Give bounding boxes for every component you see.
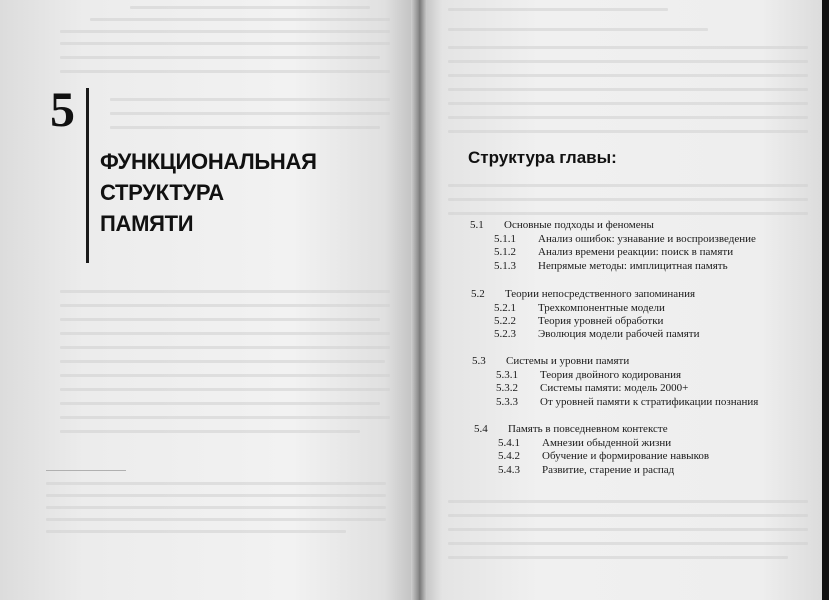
toc-subsection-number: 5.1.3 xyxy=(494,260,516,272)
toc-subsection-title: Системы памяти: модель 2000+ xyxy=(540,382,689,394)
chapter-number: 5 xyxy=(50,81,75,137)
toc-section-number: 5.4 xyxy=(474,423,488,435)
toc-section-number: 5.3 xyxy=(472,355,486,367)
toc-section-title: Теории непосредственного запоминания xyxy=(505,288,696,300)
chapter-title-line: СТРУКТУРА xyxy=(100,180,224,205)
toc-subsection-number: 5.1.2 xyxy=(494,246,516,258)
toc-subsection-title: Эволюция модели рабочей памяти xyxy=(538,328,700,340)
toc-subsection-title: Непрямые методы: имплицитная память xyxy=(538,260,728,272)
toc-section-title: Основные подходы и феномены xyxy=(504,219,654,231)
toc-subsection-number: 5.3.1 xyxy=(496,369,518,381)
toc-subsection-number: 5.4.1 xyxy=(498,437,520,449)
toc-subsection-number: 5.2.3 xyxy=(494,328,516,340)
toc-subsection-title: Теория уровней обработки xyxy=(538,315,664,327)
toc-heading: Структура главы: xyxy=(468,148,617,167)
toc-subsection-number: 5.1.1 xyxy=(494,233,516,245)
toc-section-number: 5.1 xyxy=(470,219,484,231)
chapter-title-line: ФУНКЦИОНАЛЬНАЯ xyxy=(100,149,317,174)
toc-section-number: 5.2 xyxy=(471,288,485,300)
toc-subsection-title: Теория двойного кодирования xyxy=(540,369,682,381)
toc-subsection-number: 5.4.3 xyxy=(498,464,520,476)
toc-subsection-title: Анализ времени реакции: поиск в памяти xyxy=(538,246,734,258)
toc-subsection-number: 5.3.2 xyxy=(496,382,518,394)
toc-subsection-number: 5.2.1 xyxy=(494,302,516,314)
toc-subsection-title: Обучение и формирование навыков xyxy=(542,450,710,462)
toc-subsection-number: 5.2.2 xyxy=(494,315,516,327)
toc-subsection-title: Трехкомпонентные модели xyxy=(538,302,665,314)
chapter-title-line: ПАМЯТИ xyxy=(100,211,194,236)
toc-section-title: Память в повседневном контексте xyxy=(508,423,668,435)
toc-subsection-title: От уровней памяти к стратификации познания xyxy=(540,396,759,408)
toc-subsection-title: Анализ ошибок: узнавание и воспроизведение xyxy=(538,233,756,245)
toc-subsection-title: Развитие, старение и распад xyxy=(542,464,675,476)
toc-subsection-number: 5.4.2 xyxy=(498,450,520,462)
toc-subsection-title: Амнезии обыденной жизни xyxy=(542,437,672,449)
toc-section-title: Системы и уровни памяти xyxy=(506,355,630,367)
toc-subsection-number: 5.3.3 xyxy=(496,396,518,408)
